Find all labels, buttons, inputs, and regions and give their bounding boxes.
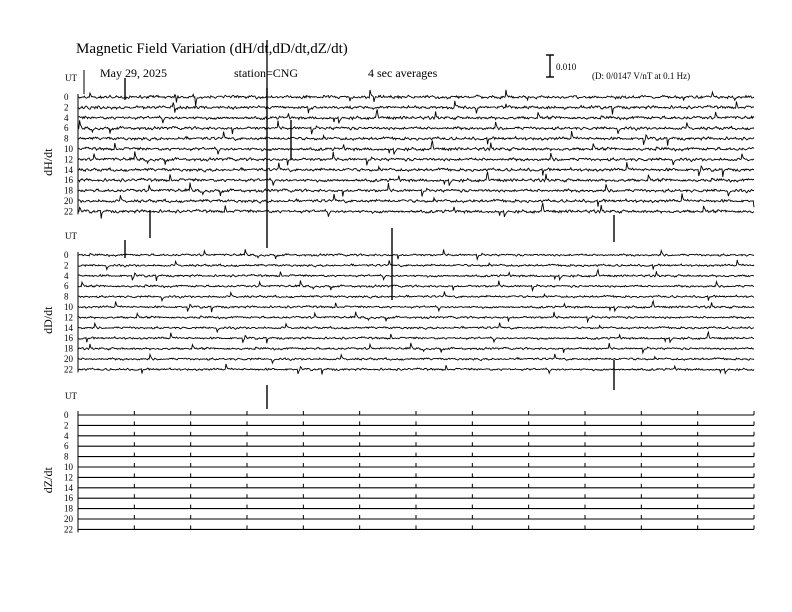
trace-row <box>78 193 754 207</box>
hour-tick-label: 10 <box>64 462 73 472</box>
trace-row <box>78 354 754 363</box>
trace-row <box>78 249 754 259</box>
hour-tick-label: 0 <box>64 250 69 260</box>
hour-tick-label: 2 <box>64 102 69 113</box>
hour-tick-label: 22 <box>64 364 73 375</box>
hour-tick-label: 14 <box>64 482 73 493</box>
trace-row <box>78 162 754 177</box>
averaging-label: 4 sec averages <box>368 66 438 80</box>
hour-tick-label: 0 <box>64 92 69 102</box>
panel-ylabel: dD/dt <box>41 306 55 334</box>
ut-label: UT <box>65 231 77 241</box>
trace-row <box>78 343 754 353</box>
trace-row <box>78 301 754 312</box>
panel-ylabel: dH/dt <box>41 148 55 176</box>
trace-row <box>78 101 754 115</box>
hour-tick-label: 16 <box>64 333 73 344</box>
hour-tick-label: 6 <box>64 281 69 292</box>
scale-bar <box>546 55 577 77</box>
hour-tick-label: 4 <box>64 112 69 123</box>
ut-label: UT <box>65 391 77 401</box>
trace-row <box>78 364 754 375</box>
trace-row <box>78 152 754 166</box>
hour-tick-label: 10 <box>64 144 73 154</box>
station-label: station=CNG <box>234 66 299 80</box>
trace-row <box>78 183 754 197</box>
trace-row <box>78 332 754 343</box>
trace-row <box>78 260 754 270</box>
panel-dZ-dt <box>41 391 754 534</box>
hour-tick-label: 4 <box>64 430 69 441</box>
hour-tick-label: 10 <box>64 302 73 312</box>
trace-row <box>78 270 754 281</box>
hour-tick-label: 12 <box>64 472 73 483</box>
trace-row <box>78 203 754 219</box>
date-label: May 29, 2025 <box>100 66 167 80</box>
trace-row <box>78 281 754 291</box>
hour-tick-label: 20 <box>64 514 73 524</box>
panel-ylabel: dZ/dt <box>41 467 55 494</box>
hour-tick-label: 18 <box>64 343 73 354</box>
scale-bar-value: 0.010 <box>556 62 577 72</box>
hour-tick-label: 18 <box>64 503 73 514</box>
trace-row <box>78 120 754 134</box>
hour-tick-label: 0 <box>64 410 69 420</box>
panel-dH-dt <box>41 73 754 248</box>
hour-tick-label: 14 <box>64 164 73 175</box>
hour-tick-label: 14 <box>64 322 73 333</box>
hour-tick-label: 16 <box>64 493 73 504</box>
trace-row <box>78 292 754 301</box>
hour-tick-label: 22 <box>64 524 73 535</box>
hour-tick-label: 2 <box>64 260 69 271</box>
hour-tick-label: 8 <box>64 133 69 144</box>
trace-row <box>78 131 754 146</box>
hour-tick-label: 2 <box>64 420 69 431</box>
hour-tick-label: 6 <box>64 441 69 452</box>
trace-row <box>78 90 754 106</box>
hour-tick-label: 16 <box>64 175 73 186</box>
hour-tick-label: 12 <box>64 154 73 165</box>
hour-tick-label: 8 <box>64 451 69 462</box>
hour-tick-label: 8 <box>64 291 69 302</box>
ut-label: UT <box>65 73 77 83</box>
hour-tick-label: 6 <box>64 123 69 134</box>
hour-tick-label: 22 <box>64 206 73 217</box>
hour-tick-label: 12 <box>64 312 73 323</box>
trace-row <box>78 323 754 332</box>
panel-dD-dt <box>41 228 754 409</box>
hour-tick-label: 20 <box>64 196 73 206</box>
trace-row <box>78 172 754 186</box>
hour-tick-label: 4 <box>64 270 69 281</box>
hour-tick-label: 20 <box>64 354 73 364</box>
trace-row <box>78 141 754 155</box>
scale-note: (D: 0/0147 V/nT at 0.1 Hz) <box>592 71 691 81</box>
hour-tick-label: 18 <box>64 185 73 196</box>
trace-row <box>78 312 754 322</box>
chart-title: Magnetic Field Variation (dH/dt,dD/dt,dZ/dt) <box>76 41 348 57</box>
trace-row <box>78 109 754 123</box>
